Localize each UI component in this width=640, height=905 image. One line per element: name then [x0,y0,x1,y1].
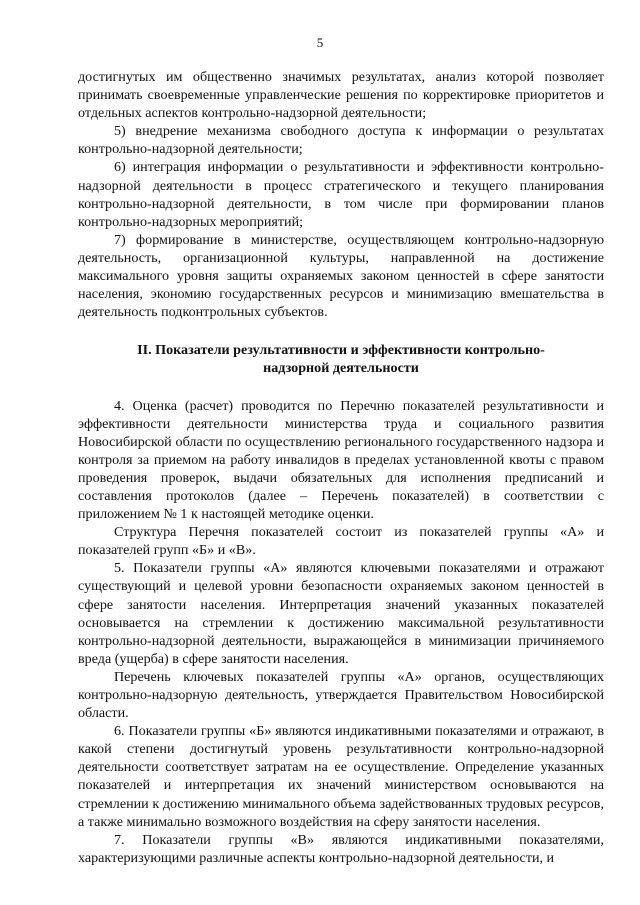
paragraph-key-indicators: Перечень ключевых показателей группы «А» органов, осуществляющих контрольно-надзорную деятельность, утверждается Правительством Новосибирской области. [78,668,604,722]
paragraph-item-6: 6) интеграция информации о результативности и эффективности контрольно-надзорной деятельности в процесс стратегического и текущего планирования контрольно-надзорной деятельности, в том числе при формировании планов контрольно-надзорных мероприятий; [78,159,604,230]
paragraph-4: 4. Оценка (расчет) проводится по Перечню показателей результативности и эффективности деятельности министерства труда и социального развития Новосибирской области по осуществлению регионального государственного надзора и контроля за приемом на работу инвалидов в пределах установленной квоты с правом проведения проверок, выдачи обязательных для исполнения предписаний и составления протоколов (далее – Перечень показателей) в соответствии с приложением № 1 к настоящей методике оценки. [78,397,604,523]
page-number: 5 [316,35,324,50]
section-heading-line-1: II. Показатели результативности и эффективности контрольно- [137,342,545,359]
paragraph-structure: Структура Перечня показателей состоит из показателей группы «А» и показателей групп «Б» и «В». [78,524,604,559]
document-body [78,68,604,867]
paragraph-continuation: достигнутых им общественно значимых результатах, анализ которой позволяет принимать своевременные управленческие решения по корректировке приоритетов и отдельных аспектов контрольно-надзорной деятельности; [78,69,604,122]
paragraph-7: 7. Показатели группы «В» являются индикативными показателями, характеризующими различные аспекты контрольно-надзорной деятельности, и [78,831,604,866]
paragraph-item-7: 7) формирование в министерстве, осуществляющем контрольно-надзорную деятельность, организационной культуры, направленной на достижение максимального уровня защиты охраняемых законом ценностей в сфере занятости населения, экономию государственных ресурсов и минимизацию вмешательства в деятельность подконтрольных субъектов. [78,231,604,321]
paragraph-6: 6. Показатели группы «Б» являются индикативными показателями и отражают, в какой степени достигнутый уровень результативности контрольно-надзорной деятельности соответствует затратам на ее осуществление. Определение указанных показателей и интерпретация их значений министерством основываются на стремлении к достижению минимального объема задействованных трудовых ресурсов, а также минимально возможного воздействия на сферу занятости населения. [78,723,604,830]
section-heading [78,341,604,377]
paragraph-5: 5. Показатели группы «А» являются ключевыми показателями и отражают существующий и целевой уровни безопасности охраняемых законом ценностей в сфере занятости населения. Интерпретация значений указанных показателей основывается на стремлении к достижению максимальной результативности контрольно-надзорной деятельности, выражающейся в минимизации причиняемого вреда (ущерба) в сфере занятости населения. [78,560,604,667]
paragraph-item-5: 5) внедрение механизма свободного доступа к информации о результатах контрольно-надзорной деятельности; [78,123,604,158]
section-heading-line-2: надзорной деятельности [263,360,419,377]
